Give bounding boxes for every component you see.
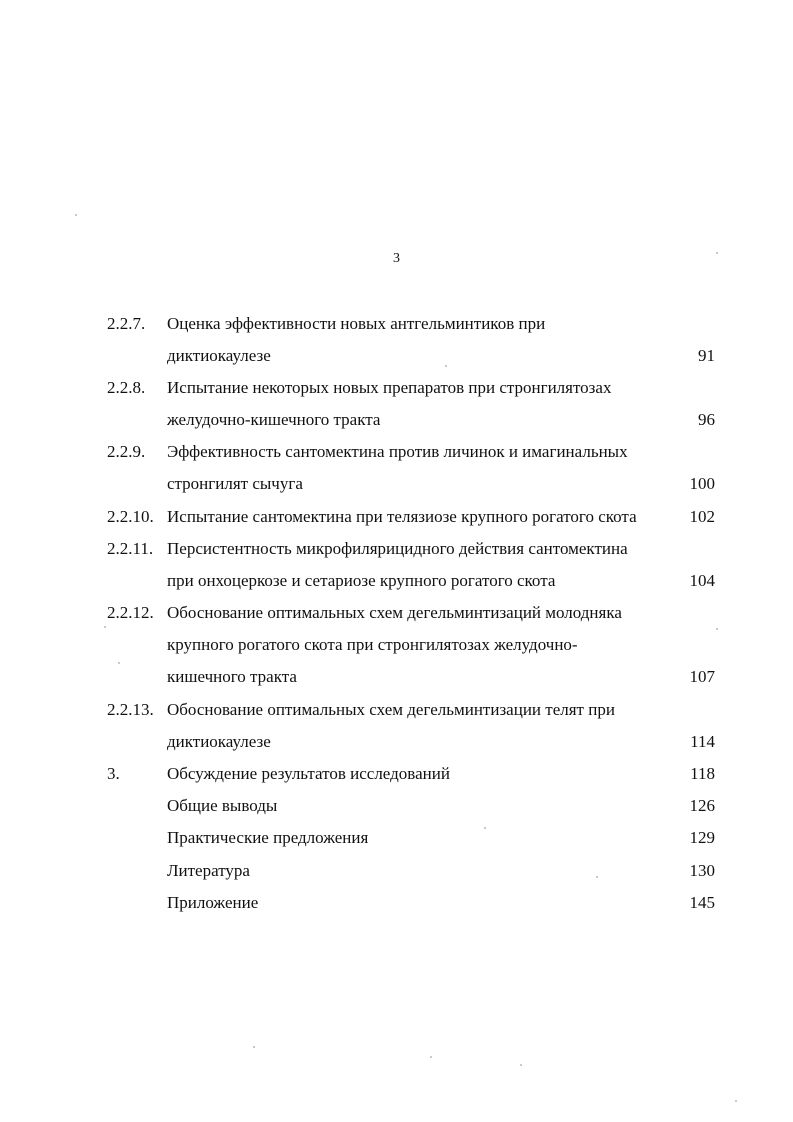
scan-speck [118, 662, 120, 664]
toc-entry-page: 96 [698, 410, 715, 429]
toc-entry-title-line: Испытание некоторых новых препаратов при стронгилятозах [167, 378, 612, 397]
toc-entry-title-line: Обоснование оптимальных схем дегельминтизаций молодняка [167, 603, 622, 622]
toc-entry-title-line: Обоснование оптимальных схем дегельминтизации телят при [167, 700, 615, 719]
toc-entry-title-line: Общие выводы [167, 796, 278, 815]
toc-entry-title-line: Литература [167, 861, 250, 880]
toc-entry-page: 130 [689, 861, 715, 880]
toc-entry-2-2-12 [0, 600, 793, 626]
toc-entry-2-2-8 [0, 375, 793, 401]
toc-entry-literature [0, 858, 793, 884]
toc-entry-title-line: диктиокаулезе [167, 346, 271, 365]
scan-speck [735, 1100, 737, 1102]
toc-entry-number: 2.2.12. [107, 603, 154, 622]
toc-entry-page: 145 [689, 893, 715, 912]
toc-entry-number: 2.2.13. [107, 700, 154, 719]
toc-entry-page: 126 [689, 796, 715, 815]
toc-entry-title-line: при онхоцеркозе и сетариозе крупного рогатого скота [167, 571, 556, 590]
toc-entry-number: 2.2.9. [107, 442, 146, 461]
toc-entry-2-2-7 [0, 311, 793, 337]
toc-entry-page: 100 [689, 474, 715, 493]
scan-speck [104, 626, 106, 628]
scan-speck [520, 1064, 522, 1066]
toc-entry-continuation [0, 729, 793, 755]
scan-speck [716, 628, 718, 630]
toc-entry-practical-proposals [0, 825, 793, 851]
toc-entry-title-line: стронгилят сычуга [167, 474, 303, 493]
toc-entry-3 [0, 761, 793, 787]
toc-entry-title-line: Персистентность микрофилярицидного действия сантомектина [167, 539, 628, 558]
toc-entry-title-line: Испытание сантомектина при телязиозе крупного рогатого скота [167, 507, 637, 526]
toc-entry-title-line: диктиокаулезе [167, 732, 271, 751]
toc-entry-title-line: кишечного тракта [167, 667, 297, 686]
toc-entry-title-line: Оценка эффективности новых антгельминтиков при [167, 314, 546, 333]
toc-entry-2-2-9 [0, 439, 793, 465]
toc-entry-continuation [0, 632, 793, 658]
scan-speck [253, 1046, 255, 1048]
toc-entry-number: 2.2.11. [107, 539, 154, 558]
scan-speck [596, 876, 598, 878]
toc-entry-title-line: Приложение [167, 893, 259, 912]
toc-entry-page: 104 [689, 571, 715, 590]
toc-entry-continuation [0, 407, 793, 433]
page-number: 3 [393, 251, 400, 266]
toc-entry-page: 114 [690, 732, 715, 751]
toc-entry-title-line: Эффективность сантомектина против личинок и имагинальных [167, 442, 628, 461]
toc-entry-continuation [0, 343, 793, 369]
scan-speck [75, 214, 77, 216]
toc-entry-conclusions [0, 793, 793, 819]
toc-entry-page: 102 [689, 507, 715, 526]
toc-entry-number: 3. [107, 764, 120, 783]
toc-entry-appendix [0, 890, 793, 916]
scan-speck [716, 252, 718, 254]
toc-entry-title-line: крупного рогатого скота при стронгилятозах желудочно- [167, 635, 578, 654]
scan-speck [484, 827, 486, 829]
toc-entry-page: 107 [689, 667, 715, 686]
toc-entry-title-line: Обсуждение результатов исследований [167, 764, 450, 783]
toc-entry-title-line: Практические предложения [167, 828, 369, 847]
toc-entry-number: 2.2.7. [107, 314, 146, 333]
toc-entry-page: 118 [690, 764, 715, 783]
toc-entry-2-2-10 [0, 504, 793, 530]
toc-entry-2-2-11 [0, 536, 793, 562]
toc-entry-continuation [0, 568, 793, 594]
toc-entry-continuation [0, 664, 793, 690]
toc-entry-page: 91 [698, 346, 715, 365]
toc-entry-page: 129 [689, 828, 715, 847]
toc-entry-number: 2.2.10. [107, 507, 154, 526]
scan-speck [445, 365, 447, 367]
toc-entry-number: 2.2.8. [107, 378, 146, 397]
toc-entry-title-line: желудочно-кишечного тракта [167, 410, 381, 429]
toc-entry-continuation [0, 471, 793, 497]
toc-entry-2-2-13 [0, 697, 793, 723]
scan-speck [430, 1056, 432, 1058]
